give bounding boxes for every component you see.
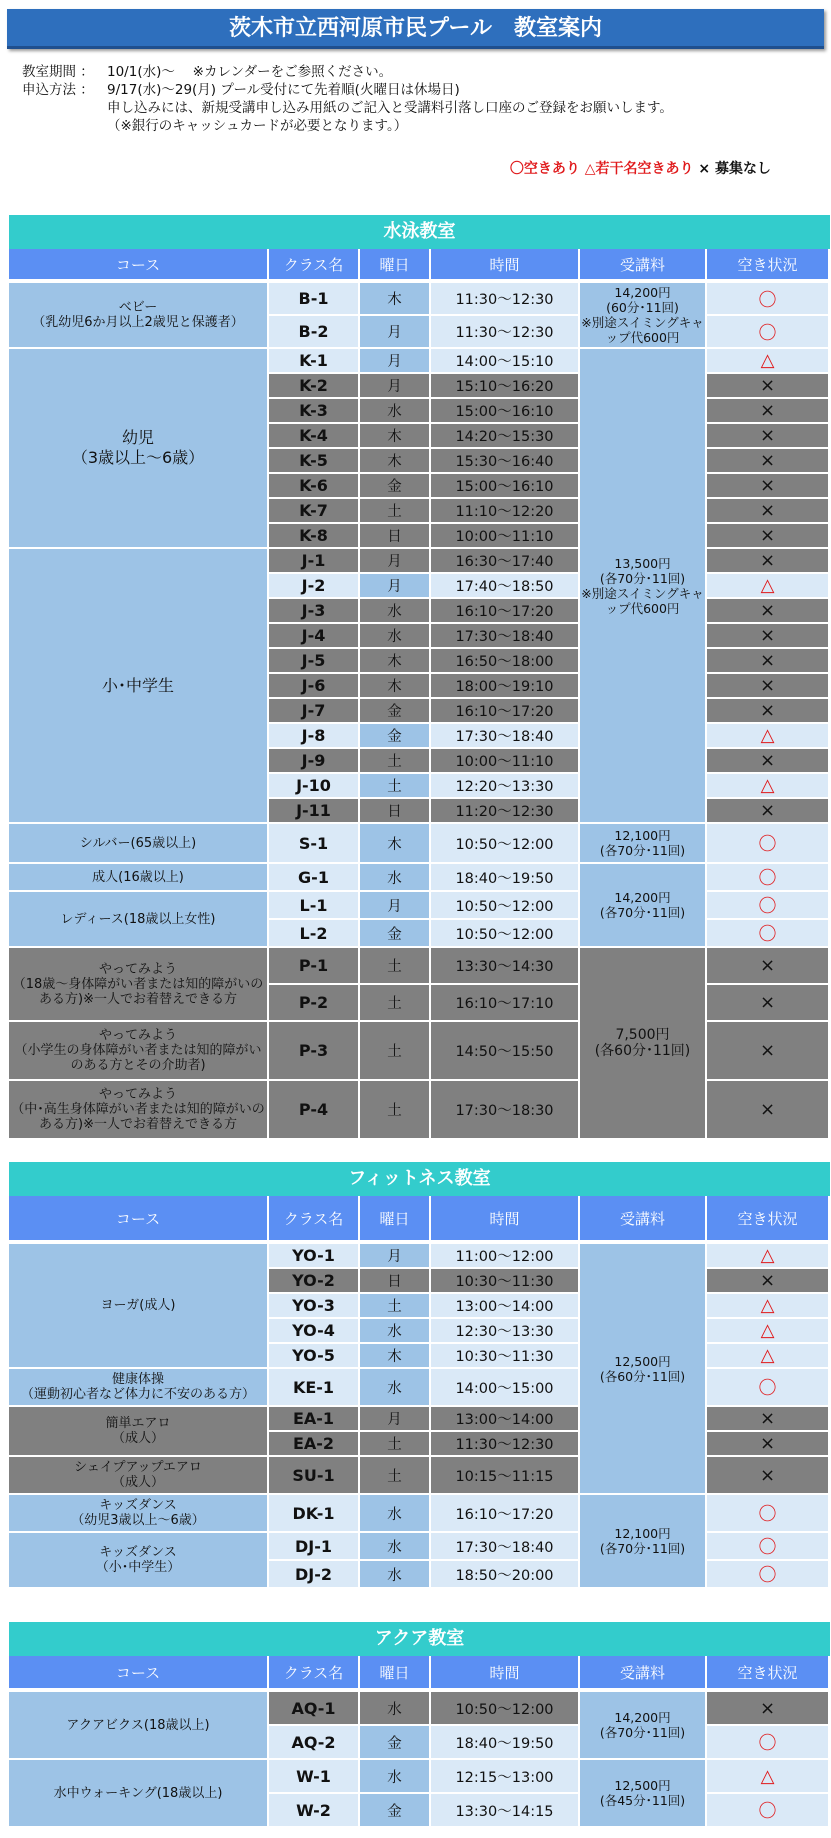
apply-value: 9/17(水)～29(月) プール受付にて先着順(火曜日は休場日) <box>107 82 460 98</box>
time-cell: 18:50～20:00 <box>431 1561 580 1589</box>
class-name-cell: K-8 <box>269 524 360 549</box>
class-name-cell: L-1 <box>269 892 360 920</box>
day-cell: 木 <box>360 1344 431 1369</box>
time-cell: 14:00～15:10 <box>431 349 580 374</box>
status-cell: △ <box>707 774 830 799</box>
class-name-cell: K-1 <box>269 349 360 374</box>
class-name-cell: W-2 <box>269 1794 360 1828</box>
day-cell: 金 <box>360 1726 431 1760</box>
day-cell: 土 <box>360 1081 431 1140</box>
header-class: クラス名 <box>269 1196 360 1244</box>
class-name-cell: B-2 <box>269 316 360 349</box>
class-name-cell: P-3 <box>269 1022 360 1081</box>
header-day: 曜日 <box>360 1196 431 1244</box>
class-name-cell: YO-4 <box>269 1319 360 1344</box>
day-cell: 水 <box>360 1319 431 1344</box>
time-cell: 10:15～11:15 <box>431 1457 580 1495</box>
status-cell: × <box>707 985 830 1022</box>
day-cell: 土 <box>360 749 431 774</box>
time-cell: 10:50～12:00 <box>431 892 580 920</box>
day-cell: 月 <box>360 349 431 374</box>
class-name-cell: KE-1 <box>269 1369 360 1407</box>
status-cell: × <box>707 499 830 524</box>
legend-none: × 募集なし <box>698 161 771 177</box>
day-cell: 木 <box>360 283 431 316</box>
status-cell: × <box>707 1022 830 1081</box>
status-cell: × <box>707 674 830 699</box>
fee-cell: 14,200円 (各70分･11回) <box>580 1692 707 1760</box>
day-cell: 木 <box>360 649 431 674</box>
time-cell: 12:15～13:00 <box>431 1760 580 1794</box>
swim-section <box>9 215 830 1140</box>
time-cell: 10:30～11:30 <box>431 1269 580 1294</box>
fee-cell: 13,500円 (各70分･11回) ※別途スイミングキャップ代600円 <box>580 349 707 824</box>
intro-block <box>22 63 673 135</box>
time-cell: 11:00～12:00 <box>431 1244 580 1269</box>
fee-cell: 12,100円 (各70分･11回) <box>580 1495 707 1589</box>
page-title: 茨木市立西河原市民プール 教室案内 <box>7 9 824 49</box>
day-cell: 水 <box>360 1533 431 1561</box>
status-cell: △ <box>707 1244 830 1269</box>
time-cell: 16:10～17:20 <box>431 1495 580 1533</box>
class-name-cell: DK-1 <box>269 1495 360 1533</box>
status-cell: 〇 <box>707 864 830 892</box>
class-name-cell: SU-1 <box>269 1457 360 1495</box>
course-cell: キッズダンス （小･中学生） <box>9 1533 269 1589</box>
time-cell: 11:30～12:30 <box>431 316 580 349</box>
day-cell: 金 <box>360 699 431 724</box>
time-cell: 13:30～14:15 <box>431 1794 580 1828</box>
table-row <box>9 1457 830 1495</box>
day-cell: 水 <box>360 1760 431 1794</box>
day-cell: 月 <box>360 892 431 920</box>
day-cell: 月 <box>360 1244 431 1269</box>
day-cell: 水 <box>360 864 431 892</box>
status-cell: × <box>707 948 830 985</box>
course-cell: シェイプアップエアロ （成人） <box>9 1457 269 1495</box>
table-row <box>9 892 830 920</box>
fitness-section <box>9 1162 830 1589</box>
status-cell: 〇 <box>707 316 830 349</box>
table-row <box>9 864 830 892</box>
fee-cell: 14,200円 (60分･11回) ※別途スイミングキャップ代600円 <box>580 283 707 349</box>
course-cell: アクアビクス(18歳以上) <box>9 1692 269 1760</box>
course-cell: 小･中学生 <box>9 549 269 824</box>
status-cell: 〇 <box>707 824 830 864</box>
day-cell: 月 <box>360 574 431 599</box>
time-cell: 13:00～14:00 <box>431 1294 580 1319</box>
course-cell: 簡単エアロ （成人） <box>9 1407 269 1457</box>
day-cell: 土 <box>360 1457 431 1495</box>
table-row <box>9 349 830 374</box>
day-cell: 木 <box>360 449 431 474</box>
legend-open: 〇空きあり <box>509 161 580 177</box>
time-cell: 13:30～14:30 <box>431 948 580 985</box>
status-cell: × <box>707 1081 830 1140</box>
status-cell: × <box>707 374 830 399</box>
day-cell: 月 <box>360 374 431 399</box>
class-name-cell: K-5 <box>269 449 360 474</box>
table-row <box>9 1495 830 1533</box>
time-cell: 10:50～12:00 <box>431 920 580 948</box>
time-cell: 17:30～18:40 <box>431 724 580 749</box>
header-class: クラス名 <box>269 249 360 283</box>
class-name-cell: J-3 <box>269 599 360 624</box>
day-cell: 水 <box>360 399 431 424</box>
aqua-table <box>9 1656 830 1828</box>
class-name-cell: L-2 <box>269 920 360 948</box>
status-cell: × <box>707 1269 830 1294</box>
time-cell: 16:10～17:20 <box>431 599 580 624</box>
time-cell: 11:30～12:30 <box>431 1432 580 1457</box>
class-name-cell: J-8 <box>269 724 360 749</box>
course-cell: やってみよう （中･高生身体障がい者または知的障がいのある方)※一人でお着替えできる方 <box>9 1081 269 1140</box>
time-cell: 17:30～18:30 <box>431 1081 580 1140</box>
course-cell: ベビー （乳幼児6か月以上2歳児と保護者） <box>9 283 269 349</box>
time-cell: 10:30～11:30 <box>431 1344 580 1369</box>
apply-note-1: 申し込みには、新規受講申し込み用紙のご記入と受講料引落し口座のご登録をお願いします。 <box>107 100 673 116</box>
status-cell: × <box>707 1457 830 1495</box>
course-cell: 水中ウォーキング(18歳以上) <box>9 1760 269 1828</box>
fee-cell: 12,100円 (各70分･11回) <box>580 824 707 864</box>
header-course: コース <box>9 1196 269 1244</box>
status-cell: × <box>707 699 830 724</box>
fee-cell: 7,500円 (各60分･11回) <box>580 948 707 1140</box>
time-cell: 10:50～12:00 <box>431 824 580 864</box>
status-cell: × <box>707 599 830 624</box>
day-cell: 水 <box>360 1495 431 1533</box>
table-row <box>9 1692 830 1726</box>
class-name-cell: J-10 <box>269 774 360 799</box>
status-cell: × <box>707 474 830 499</box>
class-name-cell: P-4 <box>269 1081 360 1140</box>
table-row <box>9 1533 830 1561</box>
status-cell: × <box>707 624 830 649</box>
header-course: コース <box>9 1656 269 1692</box>
day-cell: 日 <box>360 524 431 549</box>
class-name-cell: W-1 <box>269 1760 360 1794</box>
class-name-cell: P-2 <box>269 985 360 1022</box>
time-cell: 17:30～18:40 <box>431 624 580 649</box>
class-name-cell: EA-1 <box>269 1407 360 1432</box>
class-name-cell: K-4 <box>269 424 360 449</box>
time-cell: 14:00～15:00 <box>431 1369 580 1407</box>
header-fee: 受講料 <box>580 249 707 283</box>
day-cell: 金 <box>360 474 431 499</box>
apply-note-2: （※銀行のキャッシュカードが必要となります。） <box>107 118 408 134</box>
header-fee: 受講料 <box>580 1656 707 1692</box>
class-name-cell: K-2 <box>269 374 360 399</box>
status-cell: △ <box>707 574 830 599</box>
time-cell: 10:00～11:10 <box>431 524 580 549</box>
class-name-cell: YO-3 <box>269 1294 360 1319</box>
class-name-cell: YO-1 <box>269 1244 360 1269</box>
status-cell: 〇 <box>707 283 830 316</box>
status-cell: △ <box>707 724 830 749</box>
course-cell: キッズダンス （幼児3歳以上～6歳） <box>9 1495 269 1533</box>
time-cell: 17:40～18:50 <box>431 574 580 599</box>
class-name-cell: J-1 <box>269 549 360 574</box>
status-cell: 〇 <box>707 1533 830 1561</box>
day-cell: 水 <box>360 1692 431 1726</box>
time-cell: 18:00～19:10 <box>431 674 580 699</box>
header-class: クラス名 <box>269 1656 360 1692</box>
status-cell: 〇 <box>707 1495 830 1533</box>
time-cell: 15:00～16:10 <box>431 399 580 424</box>
header-time: 時間 <box>431 1196 580 1244</box>
day-cell: 土 <box>360 948 431 985</box>
time-cell: 12:20～13:30 <box>431 774 580 799</box>
time-cell: 10:50～12:00 <box>431 1692 580 1726</box>
time-cell: 11:20～12:30 <box>431 799 580 824</box>
status-cell: 〇 <box>707 892 830 920</box>
status-cell: △ <box>707 1319 830 1344</box>
day-cell: 土 <box>360 1294 431 1319</box>
legend <box>510 158 771 178</box>
time-cell: 16:10～17:10 <box>431 985 580 1022</box>
day-cell: 金 <box>360 724 431 749</box>
period-label: 教室期間 ： <box>22 64 94 80</box>
table-row <box>9 948 830 985</box>
status-cell: △ <box>707 1344 830 1369</box>
time-cell: 18:40～19:50 <box>431 864 580 892</box>
day-cell: 木 <box>360 424 431 449</box>
table-row <box>9 1244 830 1269</box>
day-cell: 土 <box>360 499 431 524</box>
aqua-section <box>9 1622 830 1828</box>
time-cell: 18:40～19:50 <box>431 1726 580 1760</box>
class-name-cell: J-2 <box>269 574 360 599</box>
table-row <box>9 283 830 316</box>
status-cell: × <box>707 649 830 674</box>
status-cell: 〇 <box>707 1369 830 1407</box>
status-cell: △ <box>707 349 830 374</box>
course-cell: やってみよう （小学生の身体障がい者または知的障がいのある方とその介助者) <box>9 1022 269 1081</box>
day-cell: 土 <box>360 774 431 799</box>
aqua-section-title: アクア教室 <box>9 1622 830 1656</box>
time-cell: 15:30～16:40 <box>431 449 580 474</box>
swim-section-title: 水泳教室 <box>9 215 830 249</box>
course-cell: 成人(16歳以上) <box>9 864 269 892</box>
header-day: 曜日 <box>360 1656 431 1692</box>
class-name-cell: G-1 <box>269 864 360 892</box>
class-name-cell: J-4 <box>269 624 360 649</box>
class-name-cell: DJ-1 <box>269 1533 360 1561</box>
status-cell: × <box>707 749 830 774</box>
day-cell: 日 <box>360 799 431 824</box>
day-cell: 月 <box>360 1407 431 1432</box>
status-cell: × <box>707 1692 830 1726</box>
day-cell: 月 <box>360 316 431 349</box>
table-row <box>9 549 830 574</box>
class-name-cell: K-3 <box>269 399 360 424</box>
time-cell: 14:50～15:50 <box>431 1022 580 1081</box>
status-cell: △ <box>707 1294 830 1319</box>
table-row <box>9 1081 830 1140</box>
status-cell: 〇 <box>707 920 830 948</box>
class-name-cell: EA-2 <box>269 1432 360 1457</box>
day-cell: 土 <box>360 1022 431 1081</box>
time-cell: 12:30～13:30 <box>431 1319 580 1344</box>
header-time: 時間 <box>431 249 580 283</box>
class-name-cell: J-7 <box>269 699 360 724</box>
table-row <box>9 1407 830 1432</box>
status-cell: △ <box>707 1760 830 1794</box>
header-time: 時間 <box>431 1656 580 1692</box>
day-cell: 水 <box>360 624 431 649</box>
status-cell: × <box>707 1407 830 1432</box>
class-name-cell: AQ-1 <box>269 1692 360 1726</box>
status-cell: × <box>707 524 830 549</box>
day-cell: 月 <box>360 549 431 574</box>
day-cell: 水 <box>360 599 431 624</box>
class-name-cell: J-5 <box>269 649 360 674</box>
day-cell: 水 <box>360 1369 431 1407</box>
course-cell: シルバー(65歳以上) <box>9 824 269 864</box>
apply-label: 申込方法 ： <box>22 82 94 98</box>
day-cell: 金 <box>360 1794 431 1828</box>
header-course: コース <box>9 249 269 283</box>
class-name-cell: P-1 <box>269 948 360 985</box>
class-name-cell: AQ-2 <box>269 1726 360 1760</box>
time-cell: 16:50～18:00 <box>431 649 580 674</box>
header-day: 曜日 <box>360 249 431 283</box>
class-name-cell: J-6 <box>269 674 360 699</box>
swim-table <box>9 249 830 1140</box>
legend-few: △若干名空きあり <box>584 161 694 177</box>
table-row <box>9 1022 830 1081</box>
day-cell: 土 <box>360 1432 431 1457</box>
header-status: 空き状況 <box>707 1196 830 1244</box>
course-cell: ヨーガ(成人) <box>9 1244 269 1369</box>
table-row <box>9 1369 830 1407</box>
period-value: 10/1(水)～ ※カレンダーをご参照ください。 <box>107 64 393 80</box>
status-cell: × <box>707 449 830 474</box>
day-cell: 水 <box>360 1561 431 1589</box>
fee-cell: 12,500円 (各45分･11回) <box>580 1760 707 1828</box>
status-cell: 〇 <box>707 1561 830 1589</box>
table-row <box>9 1760 830 1794</box>
class-name-cell: K-6 <box>269 474 360 499</box>
status-cell: × <box>707 549 830 574</box>
table-row <box>9 824 830 864</box>
course-cell: やってみよう （18歳～身体障がい者または知的障がいのある方)※一人でお着替えできる方 <box>9 948 269 1022</box>
status-cell: 〇 <box>707 1794 830 1828</box>
class-name-cell: J-9 <box>269 749 360 774</box>
fitness-table <box>9 1196 830 1589</box>
status-cell: × <box>707 424 830 449</box>
day-cell: 金 <box>360 920 431 948</box>
day-cell: 木 <box>360 674 431 699</box>
time-cell: 15:10～16:20 <box>431 374 580 399</box>
fitness-section-title: フィットネス教室 <box>9 1162 830 1196</box>
status-cell: × <box>707 799 830 824</box>
course-cell: レディース(18歳以上女性) <box>9 892 269 948</box>
fee-cell: 14,200円 (各70分･11回) <box>580 864 707 948</box>
class-name-cell: YO-2 <box>269 1269 360 1294</box>
status-cell: × <box>707 399 830 424</box>
time-cell: 16:30～17:40 <box>431 549 580 574</box>
fee-cell: 12,500円 (各60分･11回) <box>580 1244 707 1495</box>
header-status: 空き状況 <box>707 1656 830 1692</box>
day-cell: 土 <box>360 985 431 1022</box>
time-cell: 17:30～18:40 <box>431 1533 580 1561</box>
class-name-cell: S-1 <box>269 824 360 864</box>
class-name-cell: DJ-2 <box>269 1561 360 1589</box>
class-name-cell: B-1 <box>269 283 360 316</box>
time-cell: 11:10～12:20 <box>431 499 580 524</box>
header-status: 空き状況 <box>707 249 830 283</box>
course-cell: 幼児 （3歳以上～6歳） <box>9 349 269 549</box>
class-name-cell: J-11 <box>269 799 360 824</box>
status-cell: × <box>707 1432 830 1457</box>
time-cell: 10:00～11:10 <box>431 749 580 774</box>
time-cell: 16:10～17:20 <box>431 699 580 724</box>
status-cell: 〇 <box>707 1726 830 1760</box>
day-cell: 木 <box>360 824 431 864</box>
course-cell: 健康体操 （運動初心者など体力に不安のある方） <box>9 1369 269 1407</box>
time-cell: 15:00～16:10 <box>431 474 580 499</box>
time-cell: 13:00～14:00 <box>431 1407 580 1432</box>
time-cell: 14:20～15:30 <box>431 424 580 449</box>
header-fee: 受講料 <box>580 1196 707 1244</box>
day-cell: 日 <box>360 1269 431 1294</box>
class-name-cell: K-7 <box>269 499 360 524</box>
class-name-cell: YO-5 <box>269 1344 360 1369</box>
time-cell: 11:30～12:30 <box>431 283 580 316</box>
